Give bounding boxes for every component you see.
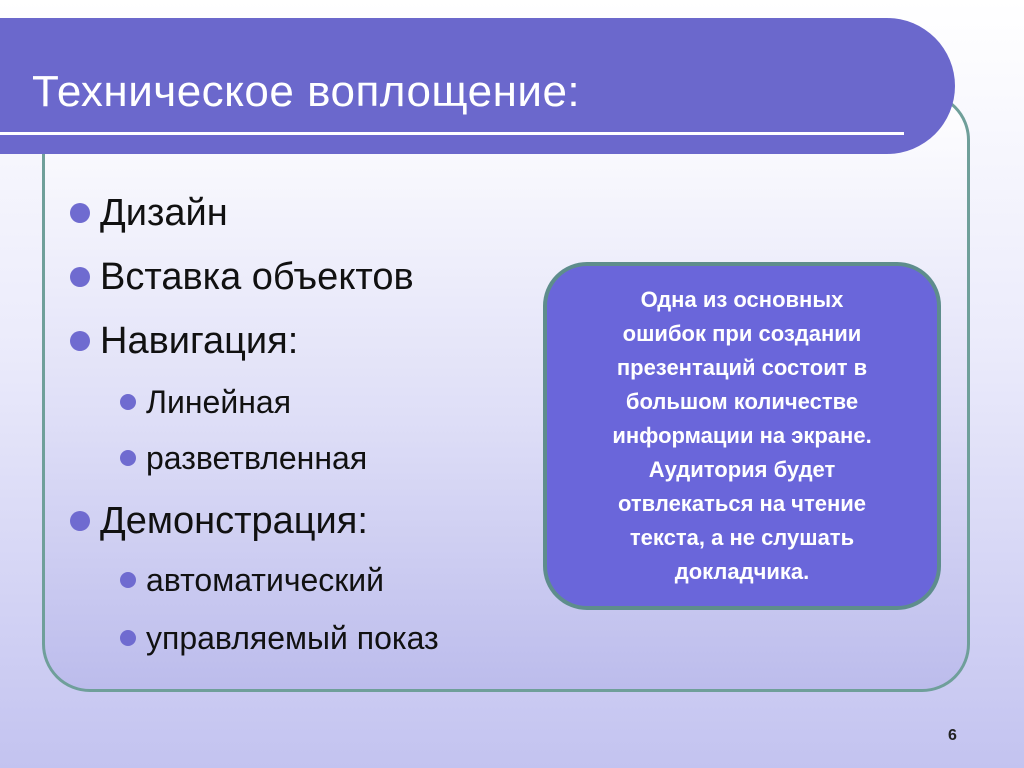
bullet-dot-icon xyxy=(70,331,90,351)
callout-line: докладчика. xyxy=(674,559,810,584)
sub-bullet-item xyxy=(120,622,439,654)
bullet-item xyxy=(70,502,368,540)
sub-bullet-item xyxy=(120,442,367,474)
title-underline xyxy=(0,132,904,135)
callout-text xyxy=(566,283,918,589)
slide-title: Техническое воплощение: xyxy=(32,67,581,116)
bullet-text: Навигация: xyxy=(100,320,299,362)
sub-bullet-item xyxy=(120,386,291,418)
bullet-dot-icon xyxy=(120,394,136,410)
callout-line: презентаций состоит в xyxy=(616,355,868,380)
callout-line: информации на экране. xyxy=(612,423,872,448)
bullet-dot-icon xyxy=(70,267,90,287)
callout-line: Одна из основных xyxy=(640,287,844,312)
callout-line: Аудитория будет xyxy=(648,457,836,482)
callout-line: ошибок при создании xyxy=(622,321,862,346)
bullet-dot-icon xyxy=(70,203,90,223)
bullet-text: Дизайн xyxy=(100,192,228,234)
callout-line: большом количестве xyxy=(625,389,859,414)
bullet-text: Демонстрация: xyxy=(100,500,368,542)
bullet-item xyxy=(70,322,298,360)
bullet-text: автоматический xyxy=(146,562,385,598)
bullet-text: разветвленная xyxy=(146,440,368,476)
bullet-text: Линейная xyxy=(146,384,292,420)
bullet-dot-icon xyxy=(120,572,136,588)
slide-number: 6 xyxy=(948,727,957,744)
callout-line: текста, а не слушать xyxy=(629,525,855,550)
callout-line: отвлекаться на чтение xyxy=(617,491,866,516)
bullet-text: Вставка объектов xyxy=(100,256,414,298)
bullet-dot-icon xyxy=(120,630,136,646)
bullet-text: управляемый показ xyxy=(146,620,439,656)
bullet-item xyxy=(70,258,414,296)
sub-bullet-item xyxy=(120,564,384,596)
callout-box xyxy=(543,262,941,610)
bullet-dot-icon xyxy=(120,450,136,466)
bullet-item xyxy=(70,194,228,232)
bullet-dot-icon xyxy=(70,511,90,531)
